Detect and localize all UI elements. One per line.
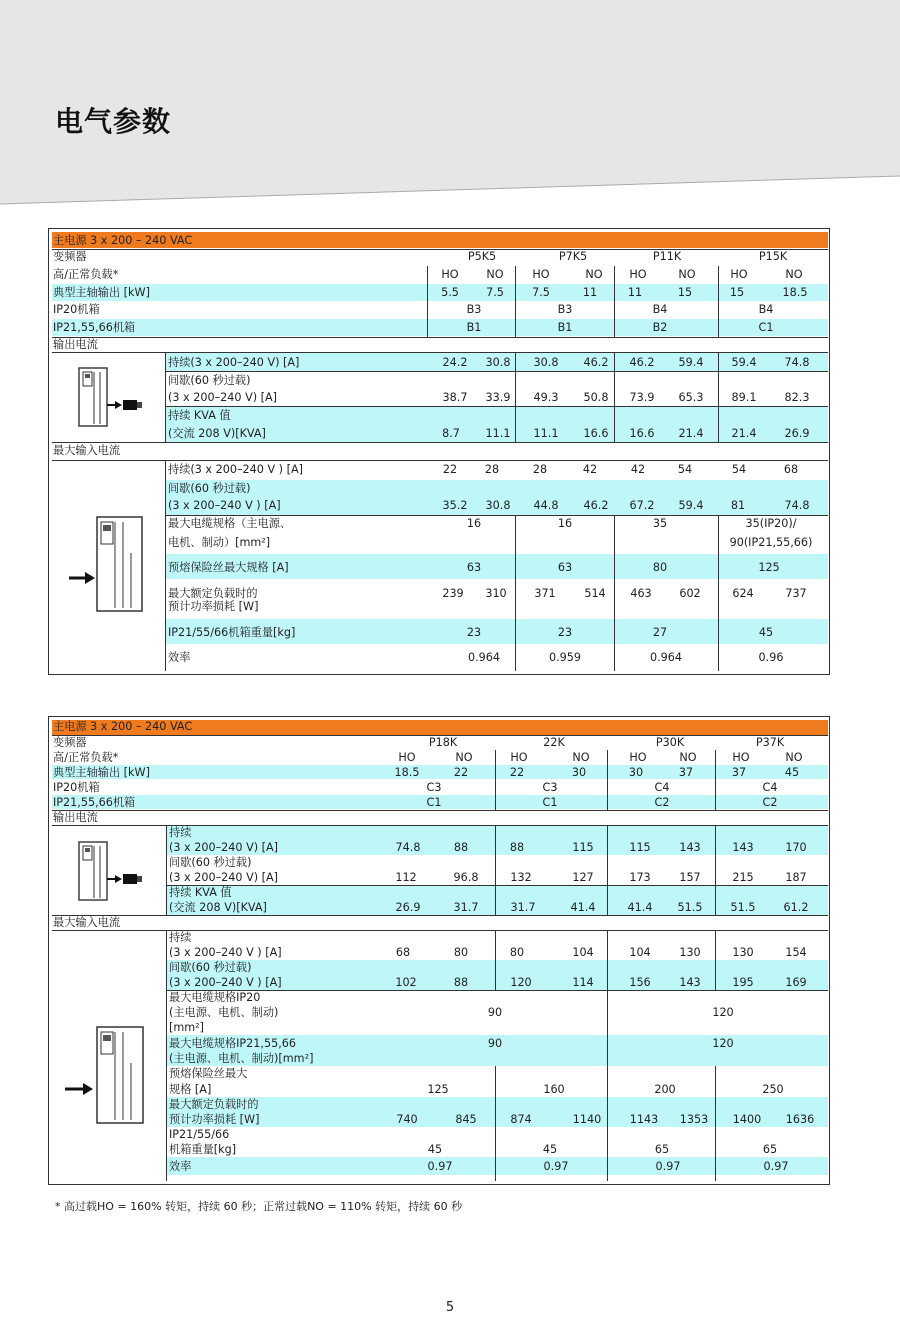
cable20-label: [mm²] bbox=[169, 1021, 205, 1034]
value-cell: 169 bbox=[785, 976, 807, 989]
fuse-label: 预熔保险丝最大 bbox=[169, 1067, 248, 1080]
drive-input-illustration bbox=[63, 1025, 147, 1125]
value-cell: 120 bbox=[712, 1037, 734, 1050]
efficiency-label: 效率 bbox=[168, 651, 191, 664]
value-cell: 7.5 bbox=[532, 286, 550, 299]
in-cont-label: 持续(3 x 200–240 V ) [A] bbox=[168, 463, 303, 476]
value-cell: 624 bbox=[732, 587, 754, 600]
cable-label: 电机、制动）[mm²] bbox=[168, 536, 271, 549]
model-header: P37K bbox=[755, 736, 785, 749]
value-cell: 45 bbox=[542, 1143, 558, 1156]
in-cont-label: 持续 bbox=[169, 931, 192, 944]
value-cell: 61.2 bbox=[783, 901, 809, 914]
value-cell: 0.964 bbox=[649, 651, 683, 664]
value-cell: 80 bbox=[652, 561, 668, 574]
col-divider bbox=[165, 461, 166, 671]
value-cell: 65.3 bbox=[678, 391, 704, 404]
value-cell: 104 bbox=[572, 946, 594, 959]
value-cell: 1636 bbox=[785, 1113, 815, 1126]
value-cell: 0.97 bbox=[543, 1160, 569, 1173]
in-inter-label: (3 x 200–240 V ) [A] bbox=[169, 976, 282, 989]
value-cell: 37 bbox=[731, 766, 747, 779]
value-cell: 54 bbox=[677, 463, 693, 476]
cable-label: 最大电缆规格（主电源、 bbox=[168, 517, 292, 530]
ho-label: HO bbox=[532, 268, 550, 281]
value-cell: C4 bbox=[762, 781, 778, 794]
value-cell: 65 bbox=[762, 1143, 778, 1156]
max-input-label: 最大输入电流 bbox=[53, 916, 121, 929]
value-cell: 30.8 bbox=[485, 356, 511, 369]
ip21-label: IP21,55,66机箱 bbox=[53, 321, 136, 334]
value-cell: 45 bbox=[758, 626, 774, 639]
col-divider bbox=[166, 931, 167, 1181]
divider bbox=[52, 460, 828, 461]
mains-label: 主电源 3 x 200 – 240 VAC bbox=[53, 234, 193, 247]
divider bbox=[52, 442, 828, 443]
divider bbox=[52, 337, 828, 338]
value-cell: 250 bbox=[762, 1083, 784, 1096]
no-label: NO bbox=[486, 268, 504, 281]
kva-label: 持续 KVA 值 bbox=[168, 409, 231, 422]
value-cell: C3 bbox=[542, 781, 558, 794]
value-cell: 115 bbox=[572, 841, 594, 854]
value-cell: 80 bbox=[509, 946, 525, 959]
divider bbox=[52, 249, 828, 250]
spec-table-2 bbox=[48, 716, 830, 1185]
divider bbox=[52, 915, 828, 916]
value-cell: 46.2 bbox=[583, 356, 609, 369]
divider bbox=[166, 990, 828, 991]
inter-label: (3 x 200–240 V) [A] bbox=[169, 871, 279, 884]
col-divider bbox=[607, 931, 608, 1066]
value-cell: 115 bbox=[629, 841, 651, 854]
power-row bbox=[52, 765, 828, 779]
divider bbox=[52, 810, 828, 811]
value-cell: 28 bbox=[484, 463, 500, 476]
value-cell: C4 bbox=[654, 781, 670, 794]
cable20-label: (主电源、电机、制动) bbox=[169, 1006, 279, 1019]
value-cell: 41.4 bbox=[627, 901, 653, 914]
value-cell: 31.7 bbox=[510, 901, 536, 914]
in-cont-label: (3 x 200–240 V ) [A] bbox=[169, 946, 282, 959]
value-cell: 68 bbox=[395, 946, 411, 959]
divider bbox=[165, 406, 828, 407]
value-cell: 15 bbox=[729, 286, 745, 299]
cont-label: 持续 bbox=[169, 826, 192, 839]
ip20-label: IP20机箱 bbox=[53, 303, 100, 316]
value-cell: 1143 bbox=[629, 1113, 659, 1126]
value-cell: 50.8 bbox=[583, 391, 609, 404]
fuse-label: 规格 [A] bbox=[169, 1083, 212, 1096]
value-cell: 35(IP20)/ bbox=[745, 517, 797, 530]
power-label: 典型主轴输出 [kW] bbox=[53, 766, 150, 779]
value-cell: 74.8 bbox=[784, 499, 810, 512]
value-cell: 88 bbox=[453, 841, 469, 854]
kva-label: (交流 208 V)[KVA] bbox=[168, 427, 266, 440]
value-cell: 173 bbox=[629, 871, 651, 884]
drive-output-illustration bbox=[77, 841, 147, 903]
col-divider bbox=[166, 825, 167, 915]
divider bbox=[165, 515, 828, 516]
power-row bbox=[52, 284, 828, 301]
value-cell: 51.5 bbox=[730, 901, 756, 914]
value-cell: 15 bbox=[677, 286, 693, 299]
ho-label: HO bbox=[732, 751, 750, 764]
value-cell: 45 bbox=[784, 766, 800, 779]
value-cell: 37 bbox=[678, 766, 694, 779]
in-inter-label: 间歇(60 秒过载) bbox=[169, 961, 252, 974]
value-cell: 0.97 bbox=[427, 1160, 453, 1173]
model-header: P5K5 bbox=[467, 250, 497, 263]
no-label: NO bbox=[455, 751, 473, 764]
value-cell: 8.7 bbox=[442, 427, 460, 440]
value-cell: 215 bbox=[732, 871, 754, 884]
page-number: 5 bbox=[445, 1300, 455, 1315]
inter-label: (3 x 200–240 V) [A] bbox=[168, 391, 278, 404]
value-cell: 21.4 bbox=[678, 427, 704, 440]
value-cell: 89.1 bbox=[731, 391, 757, 404]
value-cell: 38.7 bbox=[442, 391, 468, 404]
value-cell: 90 bbox=[487, 1006, 503, 1019]
value-cell: 737 bbox=[785, 587, 807, 600]
value-cell: 120 bbox=[510, 976, 532, 989]
power-label: 典型主轴输出 [kW] bbox=[53, 286, 150, 299]
ho-label: HO bbox=[398, 751, 416, 764]
value-cell: 90(IP21,55,66) bbox=[729, 536, 813, 549]
footnote: * 高过载HO = 160% 转矩，持续 60 秒；正常过载NO = 110% 转矩，持续 60 秒 bbox=[55, 1200, 463, 1213]
value-cell: 74.8 bbox=[395, 841, 421, 854]
value-cell: 23 bbox=[466, 626, 482, 639]
value-cell: 46.2 bbox=[629, 356, 655, 369]
value-cell: 0.964 bbox=[467, 651, 501, 664]
col-divider bbox=[495, 931, 496, 990]
value-cell: 16 bbox=[557, 517, 573, 530]
col-divider bbox=[614, 515, 615, 671]
value-cell: 187 bbox=[785, 871, 807, 884]
col-divider bbox=[515, 266, 516, 337]
value-cell: 30 bbox=[571, 766, 587, 779]
divider bbox=[166, 885, 828, 886]
value-cell: C2 bbox=[762, 796, 778, 809]
value-cell: 5.5 bbox=[441, 286, 459, 299]
max-input-label: 最大输入电流 bbox=[53, 444, 121, 457]
value-cell: 33.9 bbox=[485, 391, 511, 404]
value-cell: 42 bbox=[630, 463, 646, 476]
no-label: NO bbox=[572, 751, 590, 764]
drive-label: 变频器 bbox=[53, 250, 87, 263]
value-cell: 81 bbox=[730, 499, 746, 512]
value-cell: 26.9 bbox=[395, 901, 421, 914]
value-cell: 195 bbox=[732, 976, 754, 989]
kva-label: (交流 208 V)[KVA] bbox=[169, 901, 267, 914]
divider bbox=[165, 371, 828, 372]
ho-label: HO bbox=[441, 268, 459, 281]
ho-label: HO bbox=[629, 751, 647, 764]
drive-input-illustration bbox=[67, 515, 147, 613]
value-cell: 46.2 bbox=[583, 499, 609, 512]
value-cell: B3 bbox=[466, 303, 482, 316]
value-cell: 0.959 bbox=[548, 651, 582, 664]
cont-label: (3 x 200–240 V) [A] bbox=[169, 841, 279, 854]
col-divider bbox=[614, 353, 615, 442]
drive-label: 变频器 bbox=[53, 736, 87, 749]
ho-label: HO bbox=[510, 751, 528, 764]
value-cell: 35.2 bbox=[442, 499, 468, 512]
inter-label: 间歇(60 秒过载) bbox=[168, 374, 251, 387]
efficiency-label: 效率 bbox=[169, 1160, 192, 1173]
value-cell: 114 bbox=[572, 976, 594, 989]
value-cell: 23 bbox=[557, 626, 573, 639]
value-cell: 18.5 bbox=[394, 766, 420, 779]
value-cell: 65 bbox=[654, 1143, 670, 1156]
cable20-label: 最大电缆规格IP20 bbox=[169, 991, 261, 1004]
ip21-row bbox=[52, 319, 828, 336]
spec-table-1 bbox=[48, 228, 830, 675]
value-cell: 602 bbox=[679, 587, 701, 600]
value-cell: B2 bbox=[652, 321, 668, 334]
col-divider bbox=[607, 1066, 608, 1181]
value-cell: 51.5 bbox=[677, 901, 703, 914]
value-cell: 463 bbox=[630, 587, 652, 600]
value-cell: 54 bbox=[731, 463, 747, 476]
output-current-label: 输出电流 bbox=[53, 811, 98, 824]
value-cell: 0.96 bbox=[758, 651, 784, 664]
value-cell: 127 bbox=[572, 871, 594, 884]
model-header: P18K bbox=[428, 736, 458, 749]
value-cell: 874 bbox=[510, 1113, 532, 1126]
value-cell: 73.9 bbox=[629, 391, 655, 404]
value-cell: 120 bbox=[712, 1006, 734, 1019]
loss-label: 预计功率损耗 [W] bbox=[168, 600, 259, 613]
value-cell: B1 bbox=[466, 321, 482, 334]
drive-output-illustration bbox=[77, 367, 147, 429]
value-cell: 160 bbox=[543, 1083, 565, 1096]
value-cell: 80 bbox=[453, 946, 469, 959]
col-divider bbox=[495, 1066, 496, 1181]
value-cell: 125 bbox=[758, 561, 780, 574]
cable21-label: 最大电缆规格IP21,55,66 bbox=[169, 1037, 296, 1050]
value-cell: 30.8 bbox=[485, 499, 511, 512]
value-cell: 30.8 bbox=[533, 356, 559, 369]
col-divider bbox=[715, 931, 716, 990]
kva-label: 持续 KVA 值 bbox=[169, 886, 232, 899]
value-cell: 41.4 bbox=[570, 901, 596, 914]
col-divider bbox=[715, 825, 716, 915]
value-cell: 68 bbox=[783, 463, 799, 476]
model-header: P7K5 bbox=[558, 250, 588, 263]
value-cell: 310 bbox=[485, 587, 507, 600]
model-header: 22K bbox=[543, 736, 565, 749]
value-cell: 16.6 bbox=[629, 427, 655, 440]
value-cell: 125 bbox=[427, 1083, 449, 1096]
col-divider bbox=[165, 353, 166, 442]
value-cell: 132 bbox=[510, 871, 532, 884]
no-label: NO bbox=[679, 751, 697, 764]
value-cell: 88 bbox=[509, 841, 525, 854]
value-cell: 143 bbox=[679, 841, 701, 854]
mains-label: 主电源 3 x 200 – 240 VAC bbox=[53, 720, 193, 733]
value-cell: C2 bbox=[654, 796, 670, 809]
value-cell: 11 bbox=[627, 286, 643, 299]
value-cell: 0.97 bbox=[655, 1160, 681, 1173]
value-cell: 104 bbox=[629, 946, 651, 959]
fuse-label: 预熔保险丝最大规格 [A] bbox=[168, 561, 289, 574]
model-header: P15K bbox=[758, 250, 788, 263]
value-cell: 26.9 bbox=[784, 427, 810, 440]
col-divider bbox=[495, 825, 496, 915]
value-cell: C1 bbox=[758, 321, 774, 334]
value-cell: 88 bbox=[453, 976, 469, 989]
value-cell: 112 bbox=[395, 871, 417, 884]
cable21-label: (主电源、电机、制动)[mm²] bbox=[169, 1052, 314, 1065]
divider bbox=[52, 352, 828, 353]
output-current-label: 输出电流 bbox=[53, 338, 98, 351]
value-cell: 90 bbox=[487, 1037, 503, 1050]
col-divider bbox=[427, 266, 428, 337]
eff-row bbox=[166, 1157, 828, 1175]
col-divider bbox=[515, 515, 516, 671]
value-cell: 49.3 bbox=[533, 391, 559, 404]
no-label: NO bbox=[785, 268, 803, 281]
page-title: 电气参数 bbox=[55, 105, 172, 138]
value-cell: 18.5 bbox=[782, 286, 808, 299]
value-cell: 74.8 bbox=[784, 356, 810, 369]
value-cell: 371 bbox=[534, 587, 556, 600]
value-cell: 45 bbox=[427, 1143, 443, 1156]
value-cell: 157 bbox=[679, 871, 701, 884]
value-cell: 143 bbox=[732, 841, 754, 854]
value-cell: 156 bbox=[629, 976, 651, 989]
inter-label: 间歇(60 秒过载) bbox=[169, 856, 252, 869]
value-cell: 11.1 bbox=[533, 427, 559, 440]
loss-label: 最大额定负载时的 bbox=[168, 587, 258, 600]
ip21-label: IP21,55,66机箱 bbox=[53, 796, 136, 809]
col-divider bbox=[718, 353, 719, 442]
col-divider bbox=[607, 750, 608, 810]
loss-label: 预计功率损耗 [W] bbox=[169, 1113, 260, 1126]
no-label: NO bbox=[678, 268, 696, 281]
no-label: NO bbox=[585, 268, 603, 281]
col-divider bbox=[515, 353, 516, 442]
value-cell: 102 bbox=[395, 976, 417, 989]
value-cell: 239 bbox=[442, 587, 464, 600]
value-cell: 44.8 bbox=[533, 499, 559, 512]
value-cell: 143 bbox=[679, 976, 701, 989]
value-cell: 200 bbox=[654, 1083, 676, 1096]
col-divider bbox=[607, 825, 608, 915]
value-cell: 59.4 bbox=[678, 356, 704, 369]
value-cell: 11 bbox=[582, 286, 598, 299]
value-cell: B3 bbox=[557, 303, 573, 316]
weight-label: IP21/55/66机箱重量[kg] bbox=[168, 626, 296, 639]
value-cell: 0.97 bbox=[763, 1160, 789, 1173]
value-cell: 170 bbox=[785, 841, 807, 854]
ho-label: HO bbox=[730, 268, 748, 281]
col-divider bbox=[715, 750, 716, 810]
col-divider bbox=[495, 750, 496, 810]
value-cell: 11.1 bbox=[485, 427, 511, 440]
overload-label: 高/正常负载* bbox=[53, 751, 119, 764]
value-cell: 67.2 bbox=[629, 499, 655, 512]
value-cell: 96.8 bbox=[453, 871, 479, 884]
value-cell: 42 bbox=[582, 463, 598, 476]
in-inter-label: 间歇(60 秒过载) bbox=[168, 482, 251, 495]
value-cell: 63 bbox=[557, 561, 573, 574]
value-cell: 28 bbox=[532, 463, 548, 476]
col-divider bbox=[718, 515, 719, 671]
in-inter-label: (3 x 200–240 V ) [A] bbox=[168, 499, 281, 512]
value-cell: C1 bbox=[542, 796, 558, 809]
value-cell: 845 bbox=[455, 1113, 477, 1126]
value-cell: 22 bbox=[509, 766, 525, 779]
value-cell: 154 bbox=[785, 946, 807, 959]
col-divider bbox=[718, 266, 719, 337]
value-cell: 16.6 bbox=[583, 427, 609, 440]
value-cell: 22 bbox=[453, 766, 469, 779]
value-cell: 130 bbox=[679, 946, 701, 959]
value-cell: 59.4 bbox=[678, 499, 704, 512]
value-cell: 740 bbox=[396, 1113, 418, 1126]
col-divider bbox=[715, 1066, 716, 1181]
model-header: P30K bbox=[655, 736, 685, 749]
value-cell: C3 bbox=[426, 781, 442, 794]
value-cell: C1 bbox=[426, 796, 442, 809]
ip20-label: IP20机箱 bbox=[53, 781, 100, 794]
model-header: P11K bbox=[652, 250, 682, 263]
value-cell: 1140 bbox=[572, 1113, 602, 1126]
value-cell: B4 bbox=[758, 303, 774, 316]
weight-label: IP21/55/66 bbox=[169, 1128, 230, 1141]
loss-label: 最大额定负载时的 bbox=[169, 1098, 259, 1111]
ho-label: HO bbox=[629, 268, 647, 281]
value-cell: 22 bbox=[442, 463, 458, 476]
value-cell: 31.7 bbox=[453, 901, 479, 914]
value-cell: 35 bbox=[652, 517, 668, 530]
value-cell: B1 bbox=[557, 321, 573, 334]
no-label: NO bbox=[785, 751, 803, 764]
value-cell: 514 bbox=[584, 587, 606, 600]
value-cell: 63 bbox=[466, 561, 482, 574]
value-cell: B4 bbox=[652, 303, 668, 316]
value-cell: 1400 bbox=[732, 1113, 762, 1126]
col-divider bbox=[614, 266, 615, 337]
value-cell: 16 bbox=[466, 517, 482, 530]
value-cell: 59.4 bbox=[731, 356, 757, 369]
value-cell: 130 bbox=[732, 946, 754, 959]
loss-row bbox=[166, 1097, 828, 1127]
value-cell: 21.4 bbox=[731, 427, 757, 440]
value-cell: 7.5 bbox=[486, 286, 504, 299]
value-cell: 30 bbox=[628, 766, 644, 779]
overload-label: 高/正常负载* bbox=[53, 268, 119, 281]
value-cell: 82.3 bbox=[784, 391, 810, 404]
value-cell: 1353 bbox=[679, 1113, 709, 1126]
value-cell: 27 bbox=[652, 626, 668, 639]
cont-label: 持续(3 x 200–240 V) [A] bbox=[168, 356, 300, 369]
weight-label: 机箱重量[kg] bbox=[169, 1143, 237, 1156]
value-cell: 24.2 bbox=[442, 356, 468, 369]
